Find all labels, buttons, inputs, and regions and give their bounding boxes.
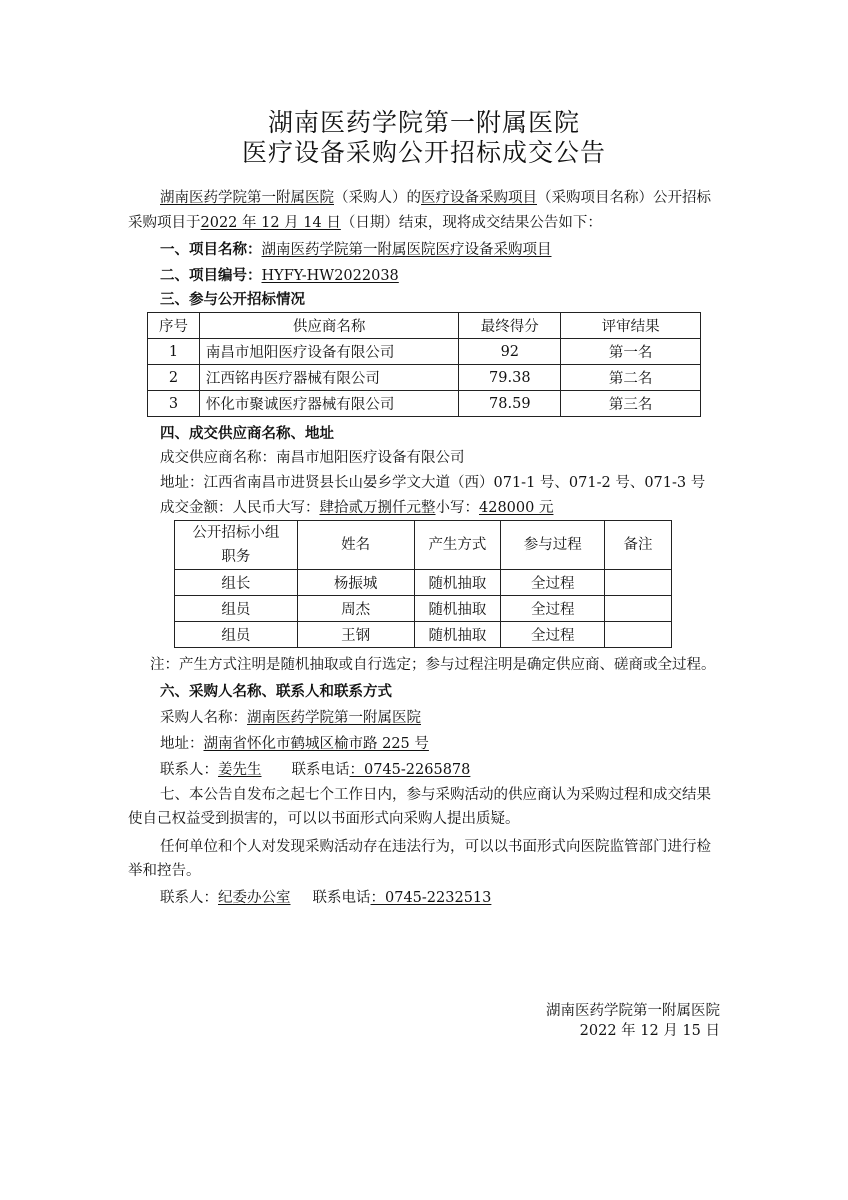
phone-label: 联系电话 <box>291 762 350 778</box>
cell-supplier: 南昌市旭阳医疗设备有限公司 <box>199 339 458 365</box>
header-cell: 评审结果 <box>561 313 701 339</box>
cell-process: 全过程 <box>501 622 605 648</box>
section1 <box>160 240 552 260</box>
section3-heading: 三、参与公开招标情况 <box>160 291 305 308</box>
document-title-line2: 医疗设备采购公开招标成交公告 <box>241 138 606 167</box>
section7-para2-line2: 举和控告。 <box>128 863 201 879</box>
amount-line <box>160 498 553 518</box>
section7-para1-line1: 七、本公告自发布之起七个工作日内，参与采购活动的供应商认为采购过程和成交结果 <box>160 787 711 803</box>
section2 <box>160 266 399 286</box>
cell-score: 79.38 <box>459 365 561 391</box>
amount-number: 428000 元 <box>479 500 554 516</box>
table-row <box>175 596 672 622</box>
contact-value: 姜先生 <box>218 762 262 778</box>
cell-result: 第一名 <box>561 339 701 365</box>
supplier-table <box>147 312 701 417</box>
intro-line2 <box>128 213 602 233</box>
cell-method: 随机抽取 <box>414 570 501 596</box>
header-cell: 姓名 <box>297 521 414 570</box>
section7-para1-line2: 使自己权益受到损害的，可以以书面形式向采购人提出质疑。 <box>128 811 520 827</box>
purchaser-address-label: 地址： <box>160 736 204 752</box>
cell-supplier: 江西铭冉医疗器械有限公司 <box>199 365 458 391</box>
section1-value: 湖南医药学院第一附属医院医疗设备采购项目 <box>261 242 552 258</box>
signature-date: 2022 年 12 月 15 日 <box>579 1023 720 1039</box>
cell-result: 第三名 <box>561 391 701 417</box>
cell-role: 组员 <box>175 622 298 648</box>
section2-value: HYFY-HW2022038 <box>261 268 399 284</box>
cell-supplier: 怀化市聚诚医疗器械有限公司 <box>199 391 458 417</box>
intro-line2-prefix: 采购项目于 <box>128 215 201 231</box>
purchaser-label: 采购人名称： <box>160 710 247 726</box>
cell-remark <box>605 622 672 648</box>
intro-date: 2022 年 12 月 14 日 <box>200 215 341 231</box>
table-row <box>175 570 672 596</box>
section2-heading: 二、项目编号： <box>160 267 262 284</box>
cell-score: 78.59 <box>459 391 561 417</box>
cell-process: 全过程 <box>501 596 605 622</box>
cell-method: 随机抽取 <box>414 596 501 622</box>
purchaser-address-value: 湖南省怀化市鹤城区榆市路 225 号 <box>203 736 429 752</box>
table-row <box>175 622 672 648</box>
purchaser-contact-line <box>160 760 470 780</box>
cell-index: 2 <box>148 365 200 391</box>
header-cell: 产生方式 <box>414 521 501 570</box>
header-cell: 备注 <box>605 521 672 570</box>
cell-role: 组员 <box>175 596 298 622</box>
purchaser-line <box>160 708 421 728</box>
cell-remark <box>605 596 672 622</box>
table-row <box>148 365 701 391</box>
table-note: 注：产生方式注明是随机抽取或自行选定；参与过程注明是确定供应商、磋商或全过程。 <box>150 657 716 673</box>
supervision-phone-label: 联系电话 <box>312 890 371 906</box>
header-cell: 最终得分 <box>459 313 561 339</box>
intro-project: 医疗设备采购项目 <box>421 190 537 206</box>
supervision-phone-value: ：0745-2232513 <box>370 890 492 906</box>
header-cell: 序号 <box>148 313 200 339</box>
supervision-contact-value: 纪委办公室 <box>218 890 291 906</box>
amount-prefix: 成交金额：人民币大写： <box>160 500 320 516</box>
cell-name: 周杰 <box>297 596 414 622</box>
header-cell: 公开招标小组职务 <box>175 521 298 570</box>
header-cell: 供应商名称 <box>199 313 458 339</box>
section6-heading: 六、采购人名称、联系人和联系方式 <box>160 683 392 700</box>
cell-index: 3 <box>148 391 200 417</box>
supervision-contact-line <box>160 888 491 908</box>
purchaser-value: 湖南医药学院第一附属医院 <box>247 710 421 726</box>
header-cell: 参与过程 <box>501 521 605 570</box>
amount-words: 肆拾贰万捌仟元整 <box>319 500 436 516</box>
supplier-table-header <box>148 313 701 339</box>
document-title-line1: 湖南医药学院第一附属医院 <box>267 108 580 137</box>
intro-purchaser: 湖南医药学院第一附属医院 <box>160 190 334 206</box>
cell-name: 杨振城 <box>297 570 414 596</box>
cell-name: 王钢 <box>297 622 414 648</box>
table-row <box>148 339 701 365</box>
section1-heading: 一、项目名称： <box>160 241 262 258</box>
amount-mid: 小写： <box>435 500 479 516</box>
winner-line: 成交供应商名称：南昌市旭阳医疗设备有限公司 <box>160 450 465 466</box>
cell-process: 全过程 <box>501 570 605 596</box>
table-row <box>148 391 701 417</box>
cell-role: 组长 <box>175 570 298 596</box>
cell-method: 随机抽取 <box>414 622 501 648</box>
committee-table <box>174 520 672 648</box>
cell-score: 92 <box>459 339 561 365</box>
signature-org: 湖南医药学院第一附属医院 <box>546 1003 720 1019</box>
winner-address-line: 地址：江西省南昌市进贤县长山晏乡学文大道（西）071-1 号、071-2 号、071-3 号 <box>160 475 706 491</box>
section4-heading: 四、成交供应商名称、地址 <box>160 425 334 442</box>
committee-table-header <box>175 521 672 570</box>
supervision-contact-label: 联系人： <box>160 890 218 906</box>
phone-value: ：0745-2265878 <box>349 762 471 778</box>
purchaser-address-line <box>160 734 429 754</box>
intro-purchaser-note: （采购人）的 <box>334 190 421 206</box>
cell-result: 第二名 <box>561 365 701 391</box>
contact-label: 联系人： <box>160 762 218 778</box>
intro-line1 <box>160 188 711 208</box>
cell-remark <box>605 570 672 596</box>
intro-project-note: （采购项目名称）公开招标 <box>537 190 711 206</box>
cell-index: 1 <box>148 339 200 365</box>
intro-date-note: （日期）结束，现将成交结果公告如下： <box>340 215 602 231</box>
section7-para2-line1: 任何单位和个人对发现采购活动存在违法行为，可以以书面形式向医院监管部门进行检 <box>160 839 711 855</box>
